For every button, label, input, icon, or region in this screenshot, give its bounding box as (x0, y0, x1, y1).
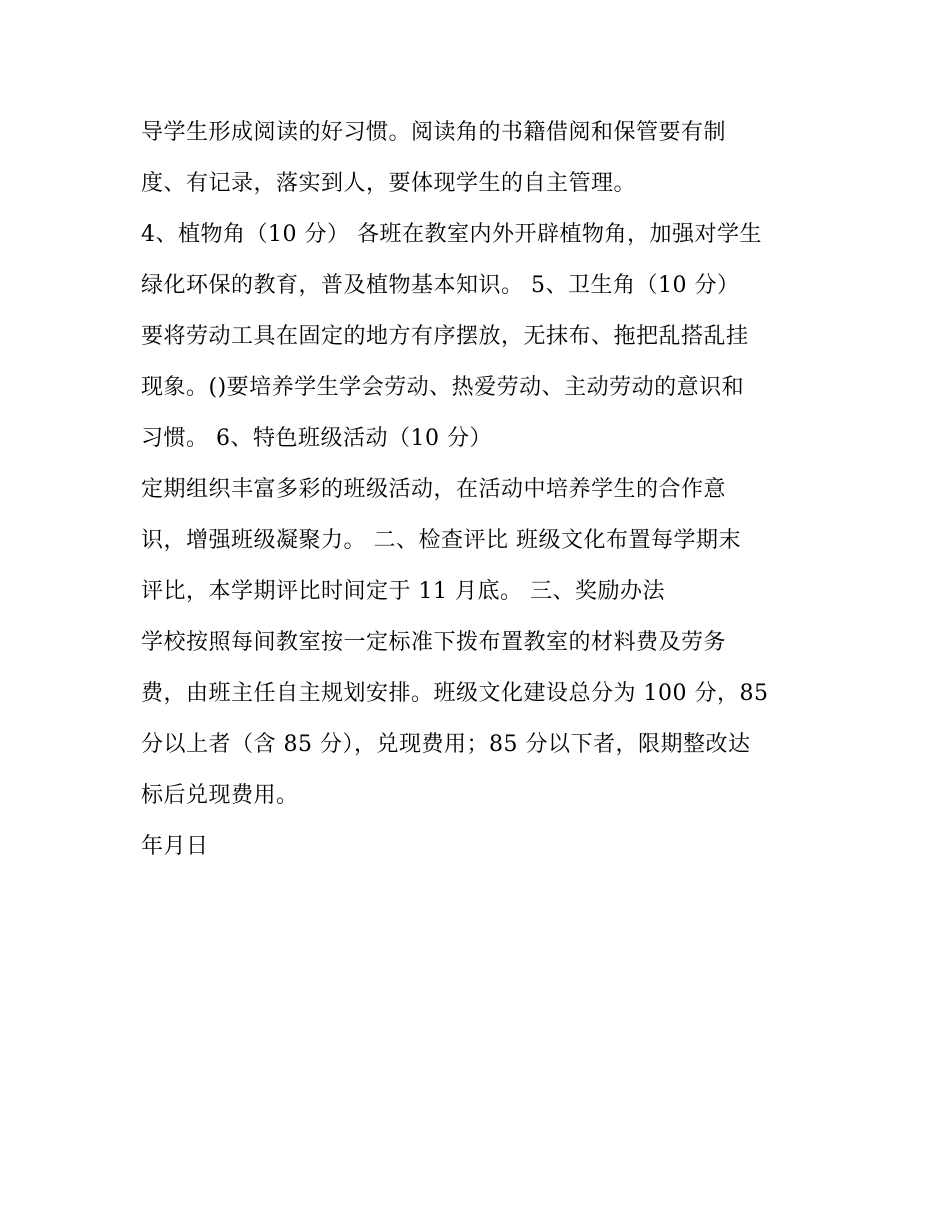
date-line: 年月日 (141, 834, 209, 859)
document-body-text (141, 107, 831, 872)
text-line: 习惯。 6、特色班级活动（10 分） (141, 426, 492, 451)
text-line: 识，增强班级凝聚力。 二、检查评比 班级文化布置每学期末 (141, 528, 741, 553)
text-line: 现象。()要培养学生学会劳动、热爱劳动、主动劳动的意识和 (141, 375, 745, 400)
text-line: 学校按照每间教室按一定标准下拨布置教室的材料费及劳务 (141, 630, 727, 655)
text-line: 要将劳动工具在固定的地方有序摆放，无抹布、拖把乱搭乱挂 (141, 324, 749, 349)
text-line: 费，由班主任自主规划安排。班级文化建设总分为 100 分，85 (141, 681, 769, 706)
text-line: 4、植物角（10 分） 各班在教室内外开辟植物角，加强对学生 (141, 222, 762, 247)
text-line: 分以上者（含 85 分），兑现费用；85 分以下者，限期整改达 (141, 732, 751, 757)
text-line: 标后兑现费用。 (141, 783, 299, 808)
text-line: 绿化环保的教育，普及植物基本知识。 5、卫生角（10 分） (141, 273, 740, 298)
text-line: 导学生形成阅读的好习惯。阅读角的书籍借阅和保管要有制 (141, 120, 727, 145)
text-line: 定期组织丰富多彩的班级活动，在活动中培养学生的合作意 (141, 477, 727, 502)
text-line: 度、有记录，落实到人，要体现学生的自主管理。 (141, 171, 637, 196)
text-line: 评比，本学期评比时间定于 11 月底。 三、奖励办法 (141, 579, 665, 604)
